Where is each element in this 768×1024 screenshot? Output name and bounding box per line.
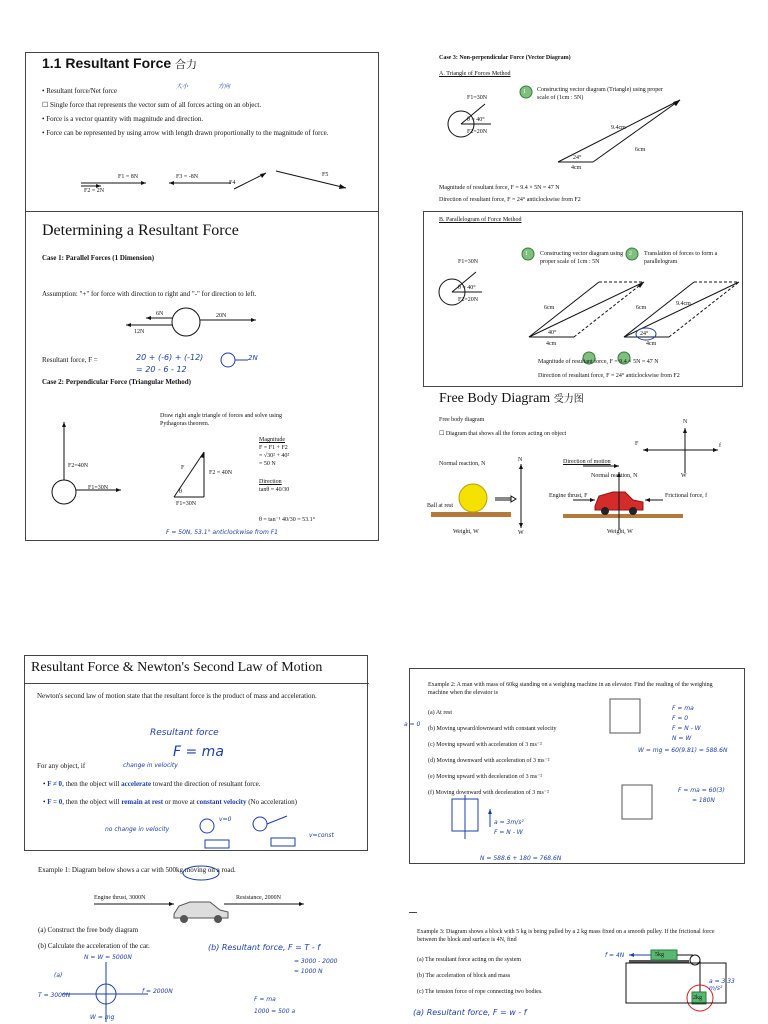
force-label: F3 = -8N bbox=[176, 174, 199, 180]
force-label: Engine thrust, 3000N bbox=[94, 895, 146, 901]
force-label: 12N bbox=[134, 329, 145, 335]
length-label: 4cm bbox=[546, 341, 557, 347]
force-label: F1=30N bbox=[458, 259, 479, 265]
mass-label: 5kg bbox=[655, 952, 664, 958]
force-label: Engine thrust, F bbox=[549, 493, 588, 499]
object-label: Ball at rest bbox=[427, 503, 453, 509]
method-heading: B. Parallelogram of Force Method bbox=[439, 217, 522, 223]
length-label: 6cm bbox=[635, 147, 646, 153]
example-heading: Example 1: Diagram below shows a car with 500kg moving on a road. bbox=[38, 866, 236, 874]
force-label: f bbox=[719, 443, 721, 449]
step-text: Constructing vector diagram using proper scale of 1cm : 5N bbox=[540, 251, 624, 265]
handwritten-note: F = 0 bbox=[672, 715, 689, 722]
handwritten-note: 2N bbox=[248, 354, 258, 362]
example-heading: Example 2: A man with mass of 60kg standing on a weighing machine in an elevator. Find the reading of the weighing machine when the elevator is bbox=[428, 682, 713, 696]
force-label: F1=30N bbox=[88, 485, 109, 491]
handwritten-note: = 20 - 6 - 12 bbox=[136, 365, 187, 374]
case-heading: Case 3: Non-perpendicular Force (Vector Diagram) bbox=[439, 55, 571, 61]
handwritten-note: (a) bbox=[54, 972, 63, 979]
handwritten-note: F = ma = 60(3) bbox=[678, 787, 725, 794]
force-label: F2 = 40N bbox=[209, 470, 233, 476]
question-b: (b) The acceleration of block and mass bbox=[417, 973, 511, 979]
force-label: N bbox=[683, 419, 688, 425]
law-statement: Newton's second law of motion state that the resultant force is the product of mass and acceleration. bbox=[37, 692, 317, 700]
handwritten-note: f = 4N bbox=[605, 952, 625, 959]
force-label: F2 = 2N bbox=[84, 188, 105, 194]
handwritten-note: 1000 = 500 a bbox=[254, 1008, 296, 1015]
force-label: F1 = 8N bbox=[118, 174, 139, 180]
angle-label: 40° bbox=[548, 330, 557, 336]
length-label: 9.4cm bbox=[676, 301, 691, 307]
handwritten-note: = 180N bbox=[692, 797, 715, 804]
force-label: 6N bbox=[156, 311, 164, 317]
slide-free-body bbox=[423, 388, 743, 540]
handwritten-note: (a) Resultant force, F = w - f bbox=[413, 1008, 527, 1017]
handwritten-note: f = 2000N bbox=[142, 988, 173, 995]
direction-result: θ = tan⁻¹ 40/30 = 53.1° bbox=[259, 517, 316, 523]
slide-resultant-force bbox=[25, 52, 379, 212]
handwritten-note: 20 + (-6) + (-12) bbox=[136, 353, 204, 362]
force-label: Resistance, 2000N bbox=[236, 895, 281, 901]
case-heading: Case 2: Perpendicular Force (Triangular Method) bbox=[42, 378, 191, 386]
handwritten-note: a = 0 bbox=[404, 721, 421, 728]
handwritten-note: v=const bbox=[309, 832, 334, 839]
bullet-accelerate: • F ≠ 0, then the object will accelerate toward the direction of resultant force. bbox=[43, 780, 261, 788]
bullet-rest: • F = 0, then the object will remain at rest or move at constant velocity (No acceleration) bbox=[43, 798, 297, 806]
force-label: Weight, W bbox=[607, 529, 633, 535]
car-diagram bbox=[24, 856, 368, 1024]
handwritten-note: N = W bbox=[672, 735, 692, 742]
handwritten-note: F = 50N, 53.1° anticlockwise from F1 bbox=[166, 529, 278, 536]
step-number: 1 bbox=[525, 251, 528, 257]
force-label: F1=30N bbox=[467, 95, 488, 101]
force-arrows-diagram bbox=[26, 53, 380, 213]
method-heading: A. Triangle of Forces Method bbox=[439, 71, 511, 77]
mass-label: 2kg bbox=[693, 995, 702, 1001]
handwritten-note: Resultant force bbox=[150, 728, 219, 738]
slide-example3 bbox=[409, 912, 745, 1024]
step-text: Constructing vector diagram (Triangle) using proper scale of (1cm : 5N) bbox=[537, 87, 663, 101]
perpendicular-forces-diagram bbox=[26, 212, 380, 542]
force-label: F5 bbox=[322, 172, 329, 178]
force-label: Normal reaction, N bbox=[591, 473, 638, 479]
length-label: 9.4cm bbox=[611, 125, 626, 131]
slide-example2 bbox=[404, 668, 745, 864]
assumption-text: Assumption: "+" for force with direction to right and "-" for direction to left. bbox=[42, 290, 257, 298]
handwritten-note: F = N - W bbox=[494, 829, 523, 836]
handwritten-note: = 3000 - 2000 bbox=[294, 958, 338, 965]
pulley-diagram bbox=[409, 912, 745, 1024]
slide-title: Free Body Diagram 受力图 bbox=[439, 391, 584, 406]
handwritten-note: 方向 bbox=[218, 83, 231, 90]
example-heading: Example 3: Diagram shows a block with 5 kg is being pulled by a 2 kg mass fixed on a smooth pulley. If the frictional force between the block and surface is 4N, find bbox=[417, 929, 715, 943]
resultant-label: Resultant force, F = bbox=[42, 356, 98, 364]
length-label: 4cm bbox=[571, 165, 582, 171]
angle-label: θ = 40° bbox=[458, 285, 476, 291]
force-label: F bbox=[181, 465, 185, 471]
force-label: F4 bbox=[229, 180, 236, 186]
question-a: (a) The resultant force acting on the system bbox=[417, 957, 522, 963]
handwritten-note: N = W = 5000N bbox=[84, 954, 132, 961]
handwritten-note: 大小 bbox=[176, 83, 189, 90]
handwritten-note: v=0 bbox=[219, 816, 232, 823]
handwritten-note: F = ma bbox=[672, 705, 694, 712]
slide-newton-second-law bbox=[24, 655, 368, 851]
direction-text: Direction of resultant force, F = 24° anticlockwise from F2 bbox=[439, 197, 581, 203]
slide-determining-resultant bbox=[25, 211, 379, 541]
force-label: F bbox=[635, 441, 639, 447]
handwritten-note: W = mg = 60(9.81) = 588.6N bbox=[638, 747, 728, 754]
force-label: N bbox=[518, 457, 523, 463]
slide-parallelogram bbox=[423, 211, 743, 387]
length-label: 4cm bbox=[646, 341, 657, 347]
force-label: Frictional force, f bbox=[665, 493, 708, 499]
handwritten-note: (b) Resultant force, F = T - f bbox=[208, 943, 321, 952]
handwritten-note: change in velocity bbox=[123, 762, 178, 769]
handwritten-note: F = N - W bbox=[672, 725, 701, 732]
angle-label: 24° bbox=[640, 331, 649, 337]
step-text: Translation of forces to form a parallelogram bbox=[644, 251, 718, 265]
magnitude-block: Magnitude F = F1 + F2 = √30² + 40² = 50 N Direction tanθ = 40/30 bbox=[259, 437, 290, 493]
elevator-sketches bbox=[410, 669, 746, 865]
definition: ☐ Diagram that shows all the forces acting on object bbox=[439, 431, 567, 437]
motion-label: Direction of motion bbox=[563, 459, 611, 465]
step-number: 2 bbox=[629, 251, 632, 257]
handwritten-note: a = 3m/s² bbox=[494, 819, 524, 826]
question-b: (b) Calculate the acceleration of the car. bbox=[38, 942, 150, 950]
intro-text: For any object, if bbox=[37, 762, 86, 770]
slide-title: Resultant Force & Newton's Second Law of Motion bbox=[31, 660, 323, 675]
slide-title: 1.1 Resultant Force 合力 bbox=[42, 55, 198, 71]
angle-label: θ = 40° bbox=[467, 117, 485, 123]
case-heading: Case 1: Parallel Forces (1 Dimension) bbox=[42, 254, 155, 262]
angle-label: 24° bbox=[573, 155, 582, 161]
step-number: 1 bbox=[523, 89, 526, 95]
force-label: Weight, W bbox=[453, 529, 479, 535]
handwritten-note: T = 3000N bbox=[38, 992, 71, 999]
force-label: F2=20N bbox=[467, 129, 488, 135]
force-label: W bbox=[518, 530, 524, 536]
subheading: Free body diagram bbox=[439, 417, 485, 423]
slide-example1 bbox=[24, 856, 368, 1024]
handwritten-equation: F = ma bbox=[173, 744, 224, 760]
handwritten-note: N = 588.6 + 180 = 768.6N bbox=[480, 855, 562, 862]
magnitude-text: Magnitude of resultant force, F = 9.4 × 5N = 47 N bbox=[538, 359, 659, 365]
direction-text: Direction of resultant force, F = 24° anticlockwise from F2 bbox=[538, 373, 680, 379]
length-label: 6cm bbox=[636, 305, 647, 311]
force-label: F2=20N bbox=[458, 297, 479, 303]
force-label: Normal reaction, N bbox=[439, 461, 486, 467]
handwritten-note: no change in velocity bbox=[105, 826, 170, 833]
slide-title: Determining a Resultant Force bbox=[42, 222, 239, 239]
question-a: (a) Construct the free body diagram bbox=[38, 926, 139, 934]
handwritten-note: W = mg bbox=[90, 1014, 115, 1021]
angle-label: θ bbox=[179, 489, 182, 495]
question-list: (a) At rest (b) Moving upward/downward with constant velocity (c) Moving upward with acceleration of 3 ms⁻² (d) Moving downward with acceleration of 3 ms⁻² (e) Moving upward with deceleration of 3 ms⁻² (f) Moving downward with deceleration of 3 ms⁻² bbox=[428, 710, 557, 796]
handwritten-note: F = ma bbox=[254, 996, 276, 1003]
force-label: 20N bbox=[216, 313, 227, 319]
instruction-text: Draw right angle triangle of forces and solve using Pythagoras theorem. bbox=[160, 413, 282, 427]
question-c: (c) The tension force of rope connecting two bodies. bbox=[417, 989, 543, 995]
magnitude-text: Magnitude of resultant force, F = 9.4 × 5N = 47 N bbox=[439, 185, 560, 191]
force-label: F1=30N bbox=[176, 501, 197, 507]
handwritten-sketches bbox=[25, 656, 369, 852]
handwritten-note: = 1000 N bbox=[294, 968, 323, 975]
length-label: 6cm bbox=[544, 305, 555, 311]
bullet-list: • Resultant force/Net force ☐ Single force that represents the vector sum of all forces acting on an object. • Force is a vector quantity with magnitude and direction. • Force can be represented by using arrow with length drawn proportionally to the magnitude of force. bbox=[42, 87, 329, 137]
force-label: F2=40N bbox=[68, 463, 89, 469]
force-label: W bbox=[681, 473, 687, 479]
handwritten-note: a = 3.33 m/s² bbox=[709, 978, 735, 992]
